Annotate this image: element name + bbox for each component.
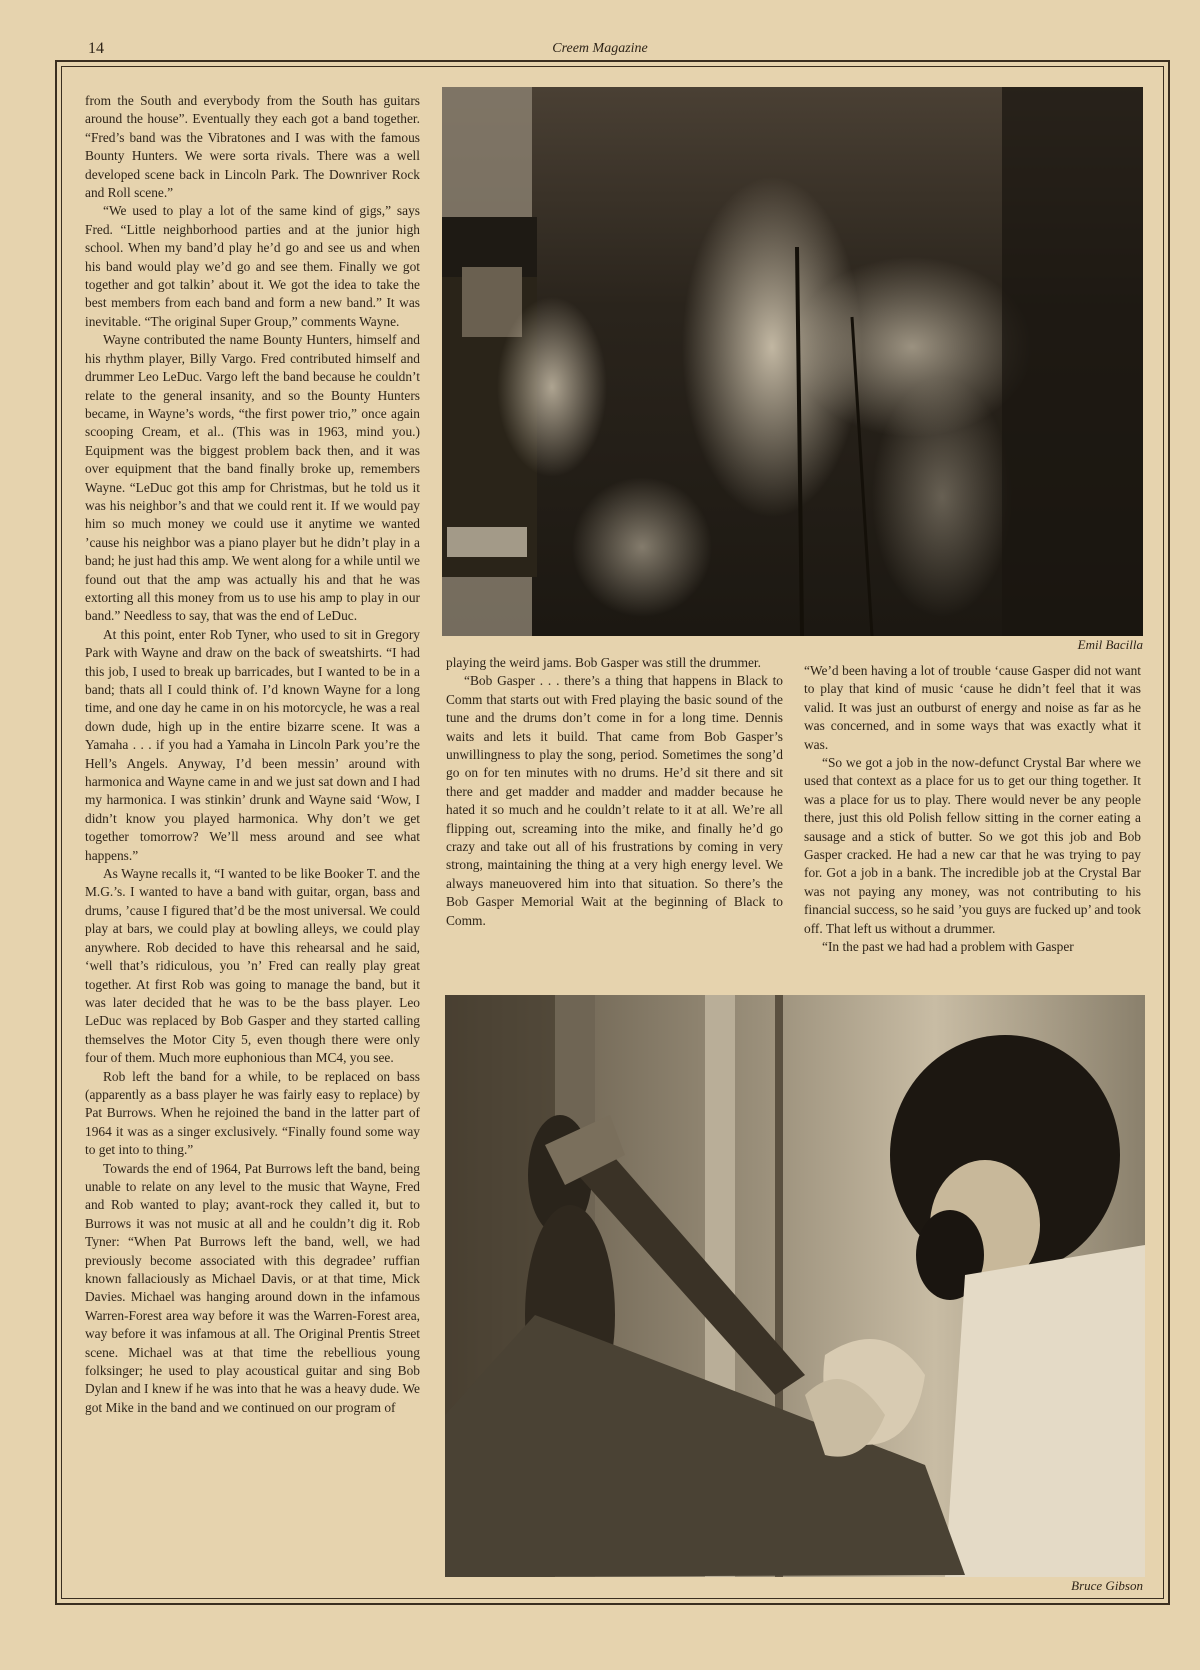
article-column-right (804, 662, 1141, 957)
paragraph: At this point, enter Rob Tyner, who used to sit in Gregory Park with Wayne and draw on the back of sweatshirts. “I had this job, I used to break up barricades, but I wanted to be in a band; thats all I could think of. I’d known Wayne for a long time, and one day he came in on his motorcycle, he was a real down dude, high up in the entire bizarre scene. It was a Yamaha . . . if you had a Yamaha in Lincoln Park you’re the Hell’s Angels. Anyway, I’d been messin’ around with harmonica and Wayne came in and we just sat down and I had my harmonica. I was stinkin’ drunk and Wayne said ‘Wow, I didn’t know you played harmonica. Why don’t we get together tomorrow? We’ll mess around and see what happens.” (85, 626, 420, 863)
paragraph: Wayne contributed the name Bounty Hunters, himself and his rhythm player, Billy Vargo. Fred contributed himself and drummer Leo LeDuc. Vargo left the band because he couldn’t relate to the general insanity, and so the Bounty Hunters became, in Wayne’s words, “the first power trio,” once again scooping Cream, et al.. (This was in 1963, mind you.) Equipment was the biggest problem back then, and it was over equipment that the band finally broke up, remembers Wayne. “LeDuc got this amp for Christmas, but he told us it was his neighbor’s and that we could rent it. If we would pay him so much money we could use it anytime we wanted ’cause his neighbor was a piano player but he didn’t play in a band; he just had this amp. We went along for a while until we found out that the amp was actually his and that he was extorting all this money from us to use his amp to play in our band.” Needless to say, that was the end of LeDuc. (85, 332, 420, 624)
paragraph: “Bob Gasper . . . there’s a thing that happens in Black to Comm that starts out with Fred playing the basic sound of the tune and the drums don’t come in for a long time. Dennis waits and lets it build. That came from Bob Gasper’s unwillingness to play the song, period. Sometimes the song’d go on for ten minutes with no drums. He’d sit there and sit there and get madder and madder and madder because he hated it so much and he couldn’t relate to it at all. We’re all flipping out, screaming into the mike, and finally he’d go crazy and take out all of his frustrations by coming in very strong, maintaining the thing at a very high energy level. We always maneuovered him into that situation. So there’s the Bob Gasper Memorial Wait at the beginning of Black to Comm. (446, 673, 783, 928)
paragraph: “We used to play a lot of the same kind of gigs,” says Fred. “Little neighborhood parties and at the junior high school. When my band’d play he’d go and see us and when his band would play we’d go and see them. Finally we got together and got talkin’ about it. We got the idea to take the best members from each band and form a new band.” It was inevitable. “The original Super Group,” comments Wayne. (85, 203, 420, 329)
guitarist-photo (445, 995, 1145, 1577)
photo-credit-bottom: Bruce Gibson (1071, 1578, 1143, 1593)
paragraph: Towards the end of 1964, Pat Burrows left the band, being unable to relate on any level to the music that Wayne, Fred and Rob wanted to play; avant-rock they called it, but to Burrows it was not music at all and he couldn’t dig it. Rob Tyner: “When Pat Burrows left the band, well, we had previously become associated with this degradee’ ruffian known fallaciously as Michael Davis, or at that time, Mick Davies. Michael was hanging around down in the infamous Warren-Forest area way before it was the Warren-Forest area, way before it was infamous at all. The Original Prentis Street scene. Michael was at that time the rebellious young folksinger; he used to play acoustical guitar and sing Bob Dylan and I knew if he was into that he was a heavy dude. We got Mike in the band and we continued on our program of (85, 1160, 420, 1415)
paragraph: “We’d been having a lot of trouble ‘cause Gasper did not want to play that kind of music ‘cause he didn’t feel that it was valid. It was just an outburst of energy and noise as far as he was concerned, and in some ways that was exactly what it was. (804, 663, 1141, 752)
publication-title: Creem Magazine (552, 41, 648, 56)
paragraph: “So we got a job in the now-defunct Crystal Bar where we used that context as a place for us to get our thing together. It was a place for us to play. There would never be any people there, just this old Polish fellow sitting in the corner eating a sausage and a stick of butter. So we got this job and Bob Gasper cracked. He had a new car that he was trying to pay for. Got a job in a bank. The incredible job at the Crystal Bar was not paying any money, was not contributing to his financial success, so he said ’you guys are fucked up’ and took off. That left us without a drummer. (804, 755, 1141, 936)
paragraph: playing the weird jams. Bob Gasper was still the drummer. (446, 655, 761, 670)
paragraph: “In the past we had had a problem with Gasper (822, 939, 1074, 955)
paragraph: As Wayne recalls it, “I wanted to be like Booker T. and the M.G.’s. I wanted to have a band with guitar, organ, bass and drums, ’cause I figured that’d be the most universal. We could play at bars, we could play at bowling alleys, we could play anywhere. Rob decided to have this rehearsal and he said, ‘well that’s ridiculous, you ’n’ Fred can really play great together. At first Rob was going to manage the band, but it was later decided that he was to be the bass player. Leo LeDuc was replaced by Bob Gasper and they started calling themselves the Motor City 5, even though there were only four of them. Much more euphonious than MC4, you see. (85, 866, 420, 1066)
photo-credit-top: Emil Bacilla (1077, 637, 1143, 652)
paragraph: Rob left the band for a while, to be replaced on bass (apparently as a bass player he was fairly easy to replace) by Pat Burrows. When he rejoined the band in the latter part of 1964 it was as a singer exclusively. “Finally found some way to get into to thing.” (85, 1068, 420, 1158)
article-column-middle (446, 654, 783, 930)
concert-stage-photo (442, 87, 1143, 636)
article-column-left (85, 92, 420, 1417)
paragraph: from the South and everybody from the South has guitars around the house”. Eventually they each got a band together. “Fred’s band was the Vibratones and I was with the famous Bounty Hunters. We were sorta rivals. There was a well developed scene back in Lincoln Park. The Downriver Rock and Roll scene.” (85, 93, 420, 201)
page-number: 14 (88, 40, 104, 57)
